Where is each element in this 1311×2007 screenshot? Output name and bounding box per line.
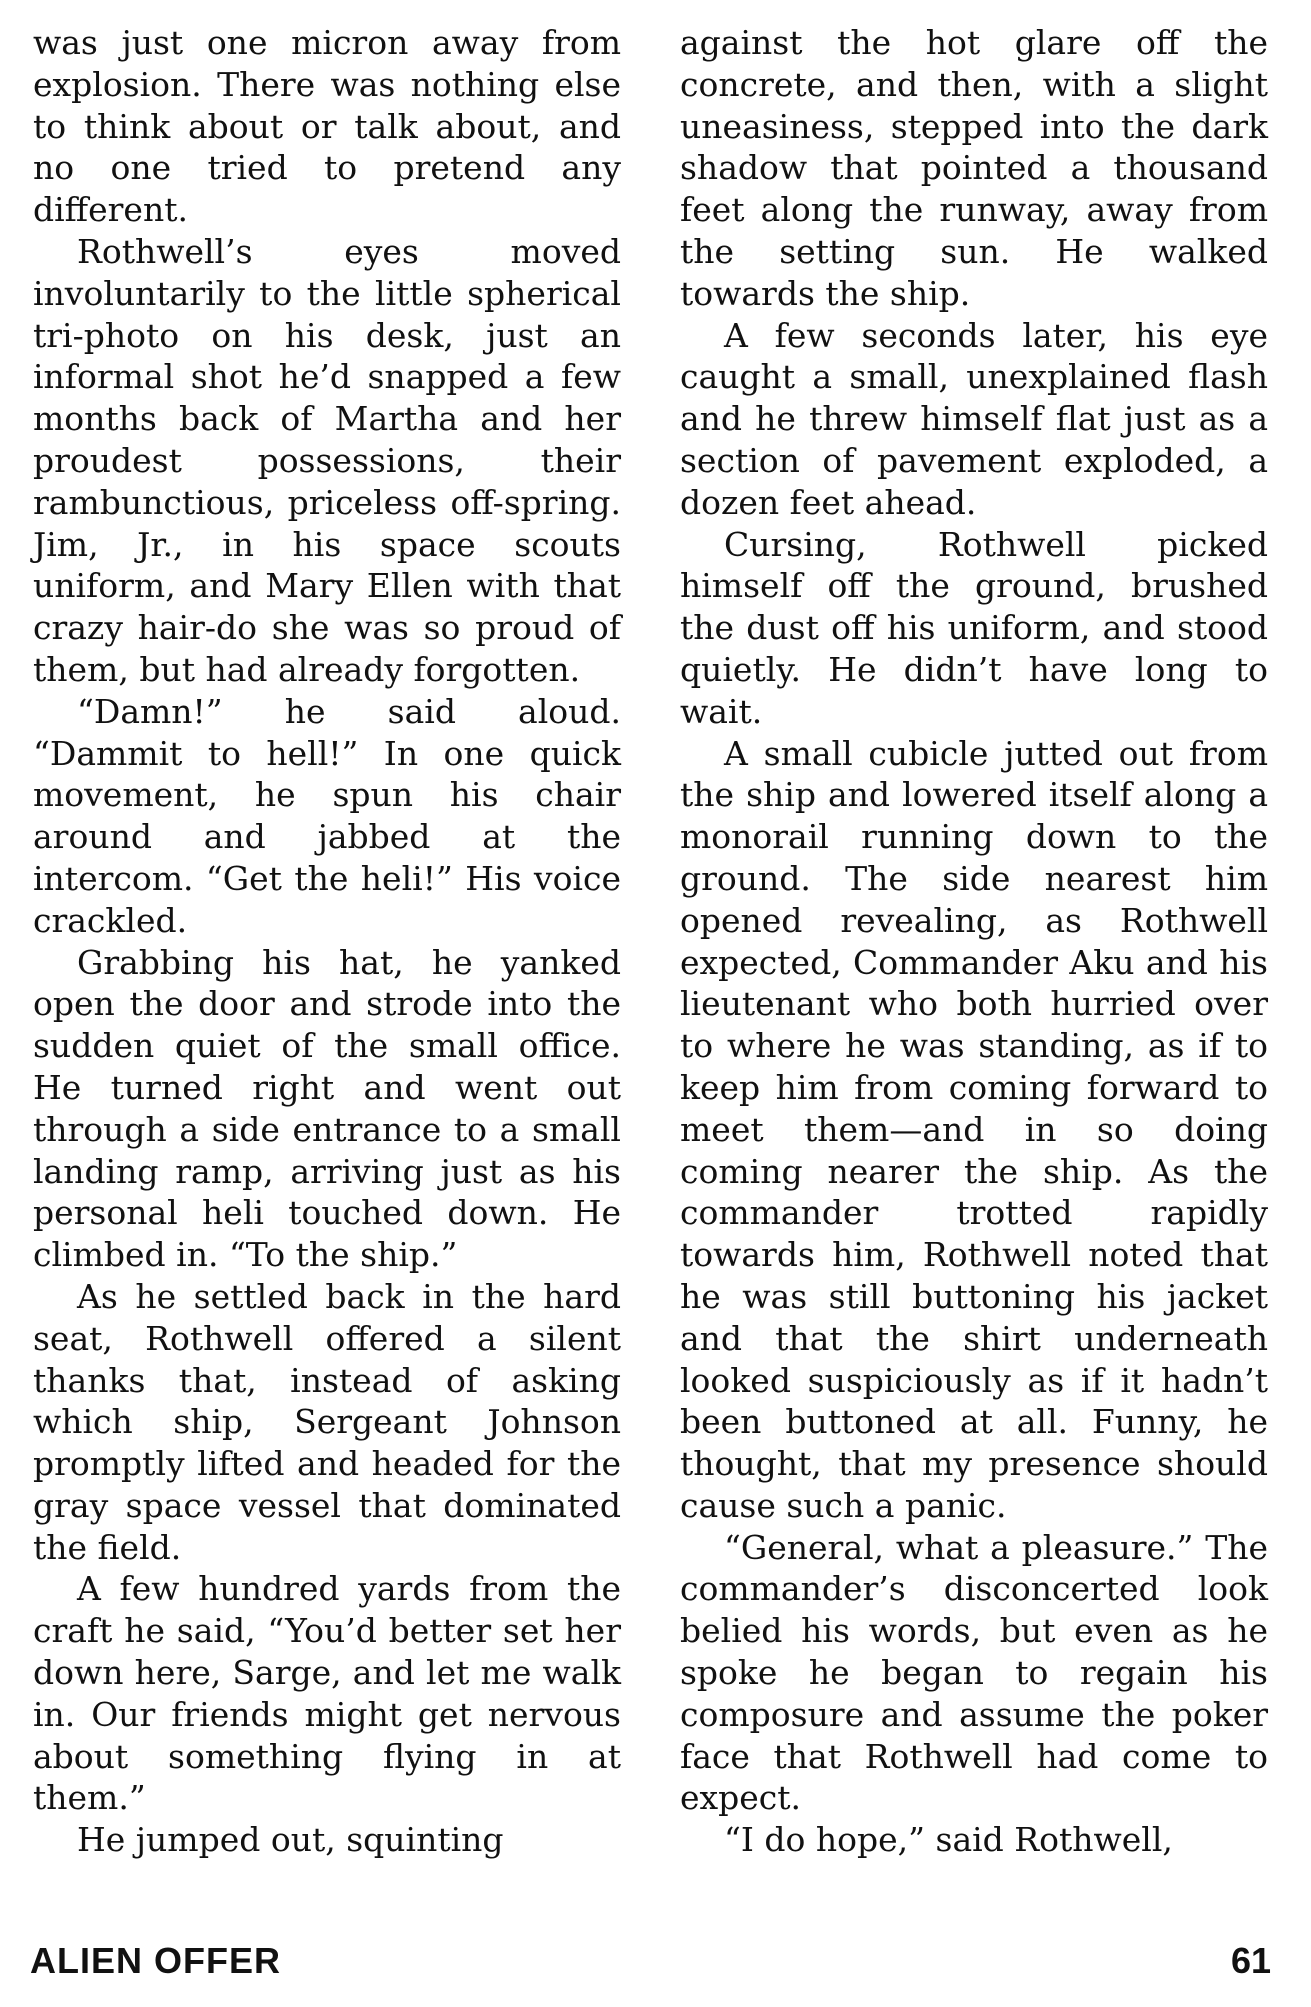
right-text-column (680, 22, 1268, 1861)
paragraph: A few hundred yards from the craft he said, “You’d better set her down here, Sarge, and let me walk in. Our friends might get nervous about something flying in at them.” (33, 1569, 621, 1818)
paragraph: As he settled back in the hard seat, Rothwell offered a silent thanks that, instead of asking which ship, Sergeant Johnson promptly lifted and headed for the gray space vessel that dominated the field. (33, 1276, 621, 1567)
paragraph: Grabbing his hat, he yanked open the door and strode into the sudden quiet of the small office. He turned right and went out through a side entrance to a small landing ramp, arriving just as his personal heli touched down. He climbed in. “To the ship.” (33, 942, 621, 1275)
page-number: 61 (1230, 1940, 1271, 1981)
paragraph: “Damn!” he said aloud. “Dammit to hell!” In one quick movement, he spun his chair around and jabbed at the intercom. “Get the heli!” His voice crackled. (33, 691, 621, 940)
paragraph: against the hot glare off the concrete, and then, with a slight uneasiness, stepped into the dark shadow that pointed a thousand feet along the runway, away from the setting sun. He walked towards the ship. (680, 23, 1268, 313)
paragraph: “General, what a pleasure.” The commander’s disconcerted look belied his words, but even as he spoke he began to regain his composure and assume the poker face that Rothwell had come to expect. (680, 1527, 1268, 1818)
paragraph: was just one micron away from explosion. There was nothing else to think about or talk about, and no one tried to pretend any different. (33, 23, 621, 230)
paragraph: Cursing, Rothwell picked himself off the ground, brushed the dust off his uniform, and stood quietly. He didn’t have long to wait. (680, 524, 1268, 731)
paragraph: A few seconds later, his eye caught a small, unexplained flash and he threw himself flat just as a section of pavement exploded, a dozen feet ahead. (680, 315, 1268, 522)
paragraph: He jumped out, squinting (77, 1820, 504, 1860)
left-text-column (33, 22, 621, 1861)
paragraph: “I do hope,” said Rothwell, (724, 1820, 1173, 1860)
paragraph: Rothwell’s eyes moved involuntarily to the little spherical tri-photo on his desk, just an informal shot he’d snapped a few months back of Martha and her proudest possessions, their rambunctious, priceless off-spring. Jim, Jr., in his space scouts uniform, and Mary Ellen with that crazy hair-do she was so proud of them, but had already forgotten. (33, 231, 621, 689)
footer-story-title: ALIEN OFFER (30, 1940, 281, 1981)
paragraph: A small cubicle jutted out from the ship and lowered itself along a monorail running down to the ground. The side nearest him opened revealing, as Rothwell expected, Commander Aku and his lieutenant who both hurried over to where he was standing, as if to keep him from coming forward to meet them—and in so doing coming nearer the ship. As the commander trotted rapidly towards him, Rothwell noted that he was still buttoning his jacket and that the shirt underneath looked suspiciously as if it hadn’t been buttoned at all. Funny, he thought, that my presence should cause such a panic. (680, 733, 1268, 1525)
